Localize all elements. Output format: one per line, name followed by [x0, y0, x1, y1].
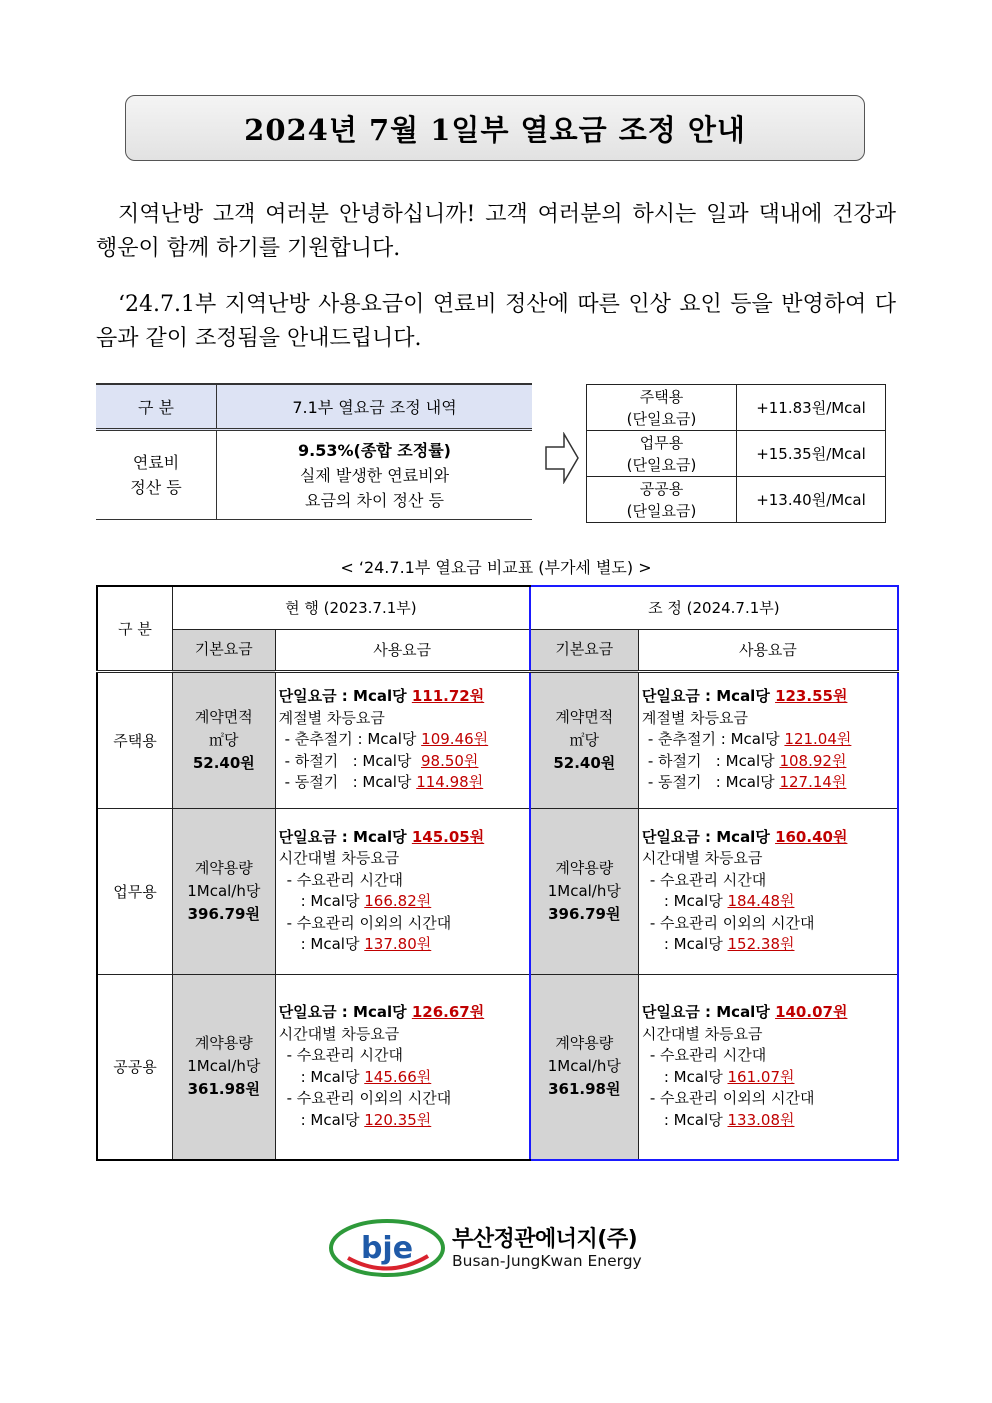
header-new-usage: 사용요금 [638, 629, 898, 671]
new-base-fee: 계약면적 ㎡당 52.40원 [530, 671, 639, 808]
rate-row-business: 업무용 (단일요금) +15.35원/Mcal [587, 431, 886, 477]
header-current-usage: 사용요금 [275, 629, 530, 671]
current-base-fee: 계약용량 1Mcal/h당 361.98원 [172, 974, 275, 1160]
company-logo [328, 1218, 668, 1280]
summary-row-label: 연료비 정산 등 [96, 430, 217, 520]
logo-mark-text: bje [360, 1231, 414, 1266]
rate-value: +11.83원/Mcal [737, 385, 886, 431]
table-row [97, 974, 898, 1160]
new-base-fee: 계약용량 1Mcal/h당 361.98원 [530, 974, 639, 1160]
current-base-fee: 계약용량 1Mcal/h당 396.79원 [172, 808, 275, 974]
table-row [97, 671, 898, 808]
rate-increase-table [586, 384, 886, 523]
summary-header-detail: 7.1부 열요금 조정 내역 [217, 384, 533, 430]
row-category: 업무용 [97, 808, 172, 974]
new-base-fee: 계약용량 1Mcal/h당 396.79원 [530, 808, 639, 974]
company-name-english: Busan-JungKwan Energy [452, 1252, 642, 1270]
greeting-paragraph: 지역난방 고객 여러분 안녕하십니까! 고객 여러분의 하시는 일과 댁내에 건강과 행운이 함께 하기를 기원합니다. [96, 202, 896, 261]
header-new-base: 기본요금 [530, 629, 639, 671]
current-base-fee: 계약면적 ㎡당 52.40원 [172, 671, 275, 808]
rate-value: +15.35원/Mcal [737, 431, 886, 477]
rate-row-public: 공공용 (단일요금) +13.40원/Mcal [587, 477, 886, 523]
page-title: 2024년 7월 1일부 열요금 조정 안내 [244, 112, 746, 147]
new-usage-fee: 단일요금 : Mcal당 123.55원 계절별 차등요금 - 춘추절기 : Mcal당 121.04원 - 하절기 : Mcal당 108.92원 - 동절기 : Mcal당 127.14원 [638, 671, 898, 808]
rate-row-residential: 주택용 (단일요금) +11.83원/Mcal [587, 385, 886, 431]
row-category: 주택용 [97, 671, 172, 808]
new-usage-fee: 단일요금 : Mcal당 160.40원 시간대별 차등요금 - 수요관리 시간대 : Mcal당 184.48원 - 수요관리 이외의 시간대 : Mcal당 152.38원 [638, 808, 898, 974]
header-current-base: 기본요금 [172, 629, 275, 671]
company-name: 부산정관에너지(주) [452, 1227, 638, 1252]
header-current: 현 행 (2023.7.1부) [172, 586, 529, 629]
summary-rate: 9.53%(종합 조정률) [298, 440, 451, 460]
table-row [97, 808, 898, 974]
header-category: 구 분 [97, 586, 172, 671]
title-box [125, 95, 865, 161]
header-new: 조 정 (2024.7.1부) [530, 586, 898, 629]
current-usage-fee: 단일요금 : Mcal당 126.67원 시간대별 차등요금 - 수요관리 시간대 : Mcal당 145.66원 - 수요관리 이외의 시간대 : Mcal당 120.35원 [275, 974, 530, 1160]
notice-paragraph: ‘24.7.1부 지역난방 사용요금이 연료비 정산에 따른 인상 요인 등을 반영하여 다음과 같이 조정됨을 안내드립니다. [96, 292, 896, 351]
right-arrow-icon [544, 432, 580, 484]
current-usage-fee: 단일요금 : Mcal당 111.72원 계절별 차등요금 - 춘추절기 : Mcal당 109.46원 - 하절기 : Mcal당 98.50원 - 동절기 : Mcal당 114.98원 [275, 671, 530, 808]
rate-value: +13.40원/Mcal [737, 477, 886, 523]
row-category: 공공용 [97, 974, 172, 1160]
fee-comparison-table [96, 585, 899, 1161]
current-usage-fee: 단일요금 : Mcal당 145.05원 시간대별 차등요금 - 수요관리 시간대 : Mcal당 166.82원 - 수요관리 이외의 시간대 : Mcal당 137.80원 [275, 808, 530, 974]
comparison-caption: < ‘24.7.1부 열요금 비교표 (부가세 별도) > [340, 558, 652, 577]
adjustment-summary-table [96, 383, 532, 520]
summary-header-category: 구 분 [96, 384, 217, 430]
new-usage-fee: 단일요금 : Mcal당 140.07원 시간대별 차등요금 - 수요관리 시간대 : Mcal당 161.07원 - 수요관리 이외의 시간대 : Mcal당 133.08원 [638, 974, 898, 1160]
summary-row-detail: 9.53%(종합 조정률) 실제 발생한 연료비와 요금의 차이 정산 등 [217, 430, 533, 520]
bje-logo-icon [328, 1218, 446, 1278]
